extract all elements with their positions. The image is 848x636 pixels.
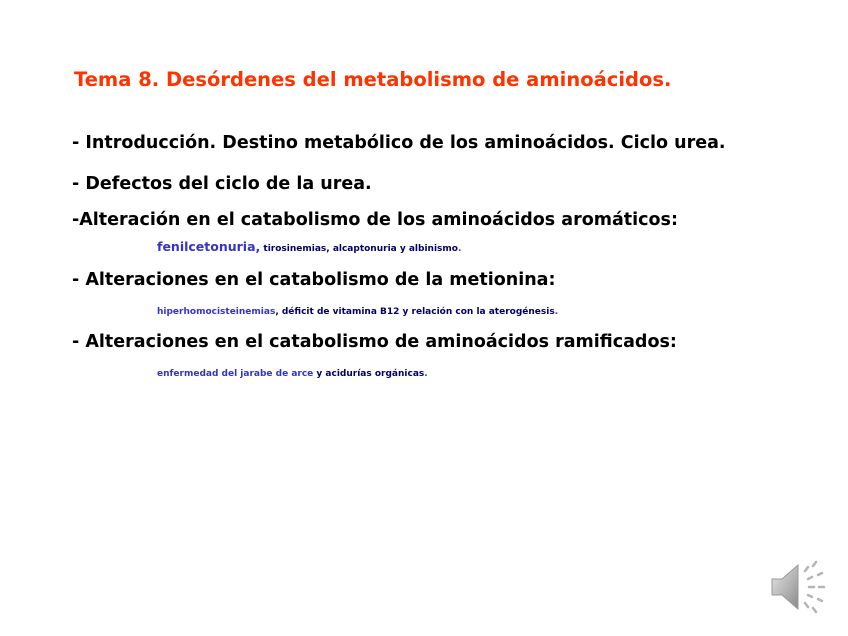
period: . bbox=[424, 369, 428, 379]
bullet-introduccion: - Introducción. Destino metabólico de los aminoácidos. Ciclo urea. bbox=[72, 133, 726, 153]
period: . bbox=[554, 307, 559, 317]
term-acidurias: y acidurías orgánicas bbox=[313, 369, 425, 379]
period: . bbox=[457, 244, 462, 254]
sub-aromaticos bbox=[157, 236, 461, 255]
slide-title: Tema 8. Desórdenes del metabolismo de aminoácidos. bbox=[74, 68, 672, 91]
sub-ramificados bbox=[157, 361, 428, 380]
bullet-aromaticos: -Alteración en el catabolismo de los aminoácidos aromáticos: bbox=[72, 210, 678, 230]
bullet-ciclo-urea: - Defectos del ciclo de la urea. bbox=[72, 174, 372, 194]
term-tirosinemias: tirosinemias bbox=[260, 244, 327, 254]
bullet-metionina: - Alteraciones en el catabolismo de la metionina: bbox=[72, 270, 556, 290]
sub-metionina bbox=[157, 299, 558, 318]
term-fenilcetonuria: fenilcetonuria, bbox=[157, 239, 261, 254]
term-alcaptonuria: , alcaptonuria y albinismo bbox=[326, 244, 458, 254]
term-hiperhomocisteinemias: hiperhomocisteinemias bbox=[157, 307, 276, 317]
bullet-ramificados: - Alteraciones en el catabolismo de aminoácidos ramificados: bbox=[72, 332, 677, 352]
speaker-audio-icon[interactable] bbox=[768, 558, 830, 616]
term-deficit-b12: , déficit de vitamina B12 y relación con la aterogénesis bbox=[275, 307, 555, 317]
term-jarabe-arce: enfermedad del jarabe de arce bbox=[157, 369, 314, 379]
